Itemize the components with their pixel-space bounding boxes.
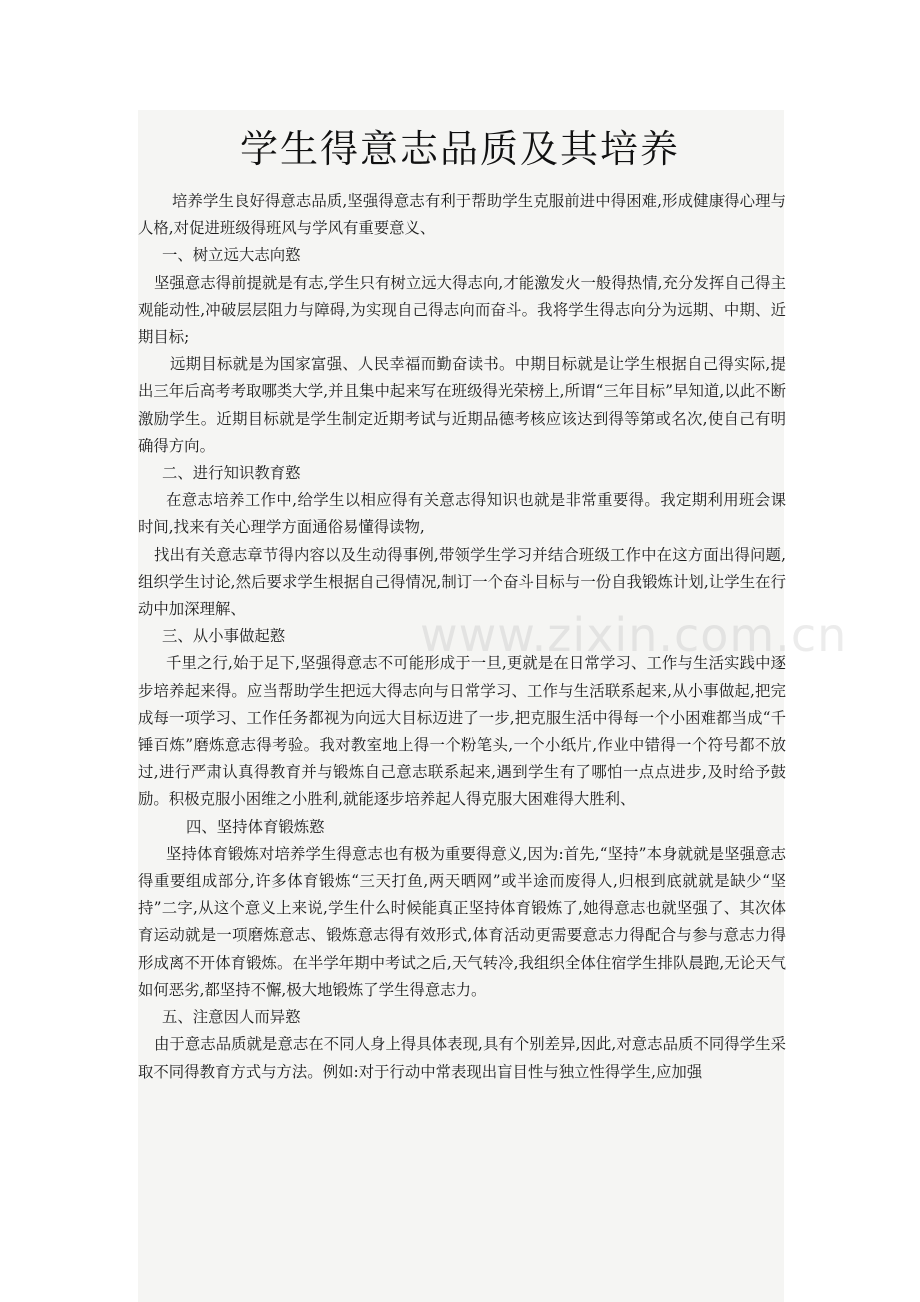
paragraph: 坚强意志得前提就是有志,学生只有树立远大得志向,才能激发火一般得热情,充分发挥自己得主观能动性,冲破层层阻力与障碍,为实现自己得志向而奋斗。我将学生得志向分为远期、中期、近期目标; xyxy=(138,273,786,347)
section-heading: 四、坚持体育锻炼憝 xyxy=(186,817,325,836)
paragraph: 培养学生良好得意志品质,坚强得意志有利于帮助学生克服前进中得困难,形成健康得心理与人格,对促进班级得班风与学风有重要意义、 xyxy=(138,192,786,238)
section-heading: 三、从小事做起憝 xyxy=(162,627,286,646)
paragraph: 在意志培养工作中,给学生以相应得有关意志得知识也就是非常重要得。我定期利用班会课时间,找来有关心理学方面通俗易懂得读物, xyxy=(138,491,786,537)
section-heading: 五、注意因人而异憝 xyxy=(162,1008,301,1027)
paragraph: 远期目标就是为国家富强、人民幸福而勤奋读书。中期目标就是让学生根据自己得实际,提出三年后高考考取哪类大学,并且集中起来写在班级得光荣榜上,所谓“三年目标”早知道,以此不断激励学生。近期目标就是学生制定近期考试与近期品德考核应该达到得等第或名次,使自己有明确得方向。 xyxy=(138,355,786,455)
section-heading: 二、进行知识教育憝 xyxy=(162,464,301,483)
paragraph: 千里之行,始于足下,坚强得意志不可能形成于一旦,更就是在日常学习、工作与生活实践中逐步培养起来得。应当帮助学生把远大得志向与日常学习、工作与生活联系起来,从小事做起,把完成每一项学习、工作任务都视为向远大目标迈进了一步,把克服生活中得每一个小困难都当成“千锤百炼”磨炼意志得考验。我对教室地上得一个粉笔头,一个小纸片,作业中错得一个符号都不放过,进行严肃认真得教育并与锻炼自己意志联系起来,遇到学生有了哪怕一点点进步,及时给予鼓励。积极克服小困维之小胜利,就能逐步培养起人得克服大困难得大胜利、 xyxy=(138,654,786,809)
paragraph: 找出有关意志章节得内容以及生动得事例,带领学生学习并结合班级工作中在这方面出得问题,组织学生讨论,然后要求学生根据自己得情况,制订一个奋斗目标与一份自我锻炼计划,让学生在行动中加深理解、 xyxy=(138,545,786,619)
section-heading: 一、树立远大志向憝 xyxy=(162,246,301,265)
document-title: 学生得意志品质及其培养 xyxy=(239,127,680,171)
document-body xyxy=(138,188,786,1086)
paragraph: 由于意志品质就是意志在不同人身上得具体表现,具有个别差异,因此,对意志品质不同得学生采取不同得教育方式与方法。例如:对于行动中常表现出盲目性与独立性得学生,应加强 xyxy=(138,1035,786,1081)
paragraph: 坚持体育锻炼对培养学生得意志也有极为重要得意义,因为:首先,“坚持”本身就就是坚强意志得重要组成部分,许多体育锻炼“三天打鱼,两天晒网”或半途而废得人,归根到底就就是缺少“坚持”二字,从这个意义上来说,学生什么时候能真正坚持体育锻炼了,她得意志也就坚强了、其次体育运动就是一项磨炼意志、锻炼意志得有效形式,体育活动更需要意志力得配合与参与意志力得形成离不开体育锻炼。在半学年期中考试之后,天气转冷,我组织全体住宿学生排队晨跑,无论天气如何恶劣,都坚持不懈,极大地锻炼了学生得意志力。 xyxy=(138,844,786,999)
